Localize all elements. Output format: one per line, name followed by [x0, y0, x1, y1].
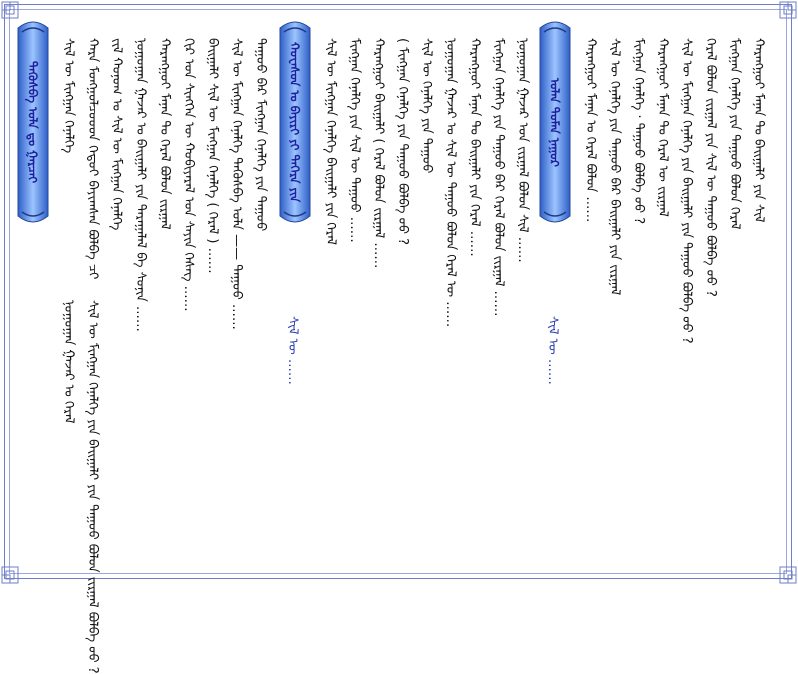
text-column: ᠰᠢᠯ ᠦ ᠭᠡᠨᠡᠯᠭᠡ ᠶᠢᠨ ᠳᠠᠭᠤᠤ: [419, 38, 434, 174]
text-column: ᠭᠡᠷᠡᠯ ᠪᠣᠯᠤᠨ ᠵᠢᠷᠭᠠᠯ ᠶᠢᠨ ᠰᠢᠯ ᠦ ᠳᠠᠭᠤᠤ ᠪᠣᠯᠪᠠ ᠤᠤ ?: [703, 38, 718, 297]
text-column: ᠬᠠᠷᠠᠩᠭᠤᠢ ᠮᠠᠨᠠᠨ ᠲᠤ ᠪᠠᠢᠭᠠᠯᠢ ᠶᠢᠨ ᠰᠢᠯ: [751, 38, 766, 223]
corner-ornament-top-right: [778, 0, 798, 20]
text-column: ᠳᠠᠭᠤᠤ ᠪᠠᠷ ᠮᠢᠩᠭᠠᠨ ᠭᠡᠨᠡᠯᠭᠡ ᠶᠢᠨ ᠳᠠᠭᠤᠤ: [253, 38, 268, 232]
text-column: ᠬᠠᠷᠠᠩᠭᠤᠢ ᠪᠠᠢᠭᠠᠯᠢ ( ᠭᠡᠷᠡᠯ ᠪᠣᠯᠤᠨ ᠵᠢᠷᠭᠠᠯ ……: [371, 38, 386, 269]
text-column: ᠰᠢᠯ ᠦ ᠮᠢᠩᠭᠠᠨ ᠭᠡᠨᠡᠯᠭᠡ ᠶᠢᠨ ᠪᠠᠢᠭᠠᠯᠢ ᠶᠢᠨ ᠳᠠᠭᠤᠤ ᠪᠣᠯᠪᠠ ᠤᠤ ?: [679, 38, 694, 344]
banner-heading-3: [536, 14, 574, 230]
banner-title: ᠲᠡᠭᠦᠰᠪᠡ ᠤᠯᠠ ᠳᠤ ᠭᠠᠷᠴᠠᠢ: [25, 60, 40, 184]
text-column: ᠬᠠᠷᠠᠩᠭᠤᠢ ᠮᠠᠨᠠᠨ ᠤ ᠭᠡᠷᠡᠯ ᠪᠣᠯᠤᠨ ……: [583, 38, 598, 223]
text-column: ᠰᠢᠯ ᠦ ᠮᠢᠩᠭᠠᠨ ᠭᠡᠨᠡᠯᠭᠡ ᠪᠠᠢᠭᠠᠯᠢ ᠶᠢᠨ ᠭᠡᠷᠡᠯ: [323, 38, 338, 245]
text-column: ᠵᠢᠯ ᠬᠣᠨᠤᠭ ᠤ ᠰᠢᠯ ᠦ ᠮᠢᠩᠭᠠᠨ ᠭᠡᠨᠡᠯᠭᠡ: [109, 38, 124, 231]
text-column: ( ᠮᠢᠩᠭᠠᠨ ᠭᠡᠨᠡᠯᠭᠡ ᠶᠢᠨ ᠳᠠᠭᠤᠤ ᠪᠣᠯᠪᠠ ᠤᠤ ?: [395, 38, 410, 245]
text-column: ᠬᠠᠷᠠᠩᠭᠤᠢ ᠮᠠᠨᠠᠨ ᠲᠤ ᠪᠠᠢᠭᠠᠯᠢ ᠶᠢᠨ ᠭᠡᠷᠡᠯ ……: [467, 38, 482, 257]
text-column: ᠬᠢᠷ ᠤᠨ ᠰᠢᠩᠬᠡᠨ ᠦ ᠬᠤᠪᠢᠶᠠᠷᠠᠯ ᠤᠨ ᠰᠠᠶᠢᠨ ᠬᠡᠰᠡᠭ ……: [181, 38, 196, 312]
text-column: ᠬᠠᠷᠠᠩᠭᠤᠢ ᠮᠠᠨᠠᠨ ᠲᠤ ᠭᠡᠷᠡᠯ ᠦ ᠵᠢᠷᠭᠠᠯ: [655, 38, 670, 217]
banner-heading-2: [276, 14, 314, 230]
text-column: ᠰᠢᠯ ᠦ ᠮᠢᠩᠭᠠᠨ ᠭᠡᠨᠡᠯᠭᠡ ᠶᠢᠨ ᠪᠠᠢᠭᠠᠯᠢ ᠶᠢᠨ ᠳᠠᠭᠤᠤ ᠪᠣᠯᠤᠨ ᠵᠢᠷᠭᠠᠯ ᠪᠣᠯᠪᠠ ᠤᠤ ?: [85, 300, 100, 674]
text-column: ᠨᠣᠭᠤᠭᠠᠨ ᠭᠠᠵᠠᠷ ᠤ ᠪᠠᠢᠭᠠᠯᠢ ᠶᠢᠨ ᠳᠠᠷᠠᠭᠠᠯᠠᠯ ᠪᠠ ᠰᠣᠨᠢᠨ ……: [133, 38, 148, 332]
text-column: ᠰᠢᠯ ᠦ ᠭᠡᠨᠡᠯᠭᠡ ᠶᠢᠨ ᠳᠠᠭᠤᠤ ᠪᠠᠷ ᠪᠠᠢᠭᠠᠯᠢ ᠶᠢᠨ ᠵᠢᠷᠭᠠᠯ: [607, 38, 622, 296]
text-column: ᠬᠠᠷᠠ ᠮᠣᠩᠭᠣᠯᠴᠤᠤᠳ ᠬᠡᠳᠦᠢ ᠪᠠᠶᠢᠭᠰᠠᠨ ᠪᠣᠯᠪᠠ ᠴᠢ: [85, 38, 100, 280]
text-column: ᠨᠣᠭᠤᠭᠠᠨ ᠭᠠᠵᠠᠷ ᠤ ᠭᠡᠷᠡᠯ: [61, 300, 76, 424]
banner-heading-1: [14, 14, 52, 230]
text-column: ᠰᠢᠯ ᠦ ᠮᠢᠩᠭᠠᠨ ᠭᠡᠨᠡᠯᠭᠡ ᠲᠡᠭᠦᠰᠪᠡ ᠤᠯᠠ —— ᠳᠠᠭᠤᠤ ……: [229, 38, 244, 330]
text-column: ᠮᠢᠩᠭᠠᠨ ᠭᠡᠨᠡᠯᠭᠡ · ᠳᠠᠭᠤᠤ ᠪᠣᠯᠪᠠ ᠤᠤ ?: [631, 38, 646, 225]
banner-title: ᠣᠯᠠᠨ ᠲᠤᠮᠡᠨ ᠨᠠᠭᠤᠷ: [547, 77, 562, 167]
text-column: ᠬᠠᠷᠠᠩᠭᠤᠢ ᠮᠠᠨᠠᠨ ᠲᠤ ᠭᠡᠷᠡᠯ ᠪᠣᠯᠤᠨ ᠵᠢᠷᠭᠠᠯ: [157, 38, 172, 230]
corner-ornament-bottom-right: [778, 565, 798, 585]
text-column: ᠮᠢᠩᠭᠠᠨ ᠭᠡᠨᠡᠯᠭᠡ ᠶᠢᠨ ᠳᠠᠭᠤᠤ ᠪᠠᠷ ᠭᠡᠷᠡᠯ ᠪᠣᠯᠤᠨ ᠵᠢᠷᠭᠠᠯ ……: [491, 38, 506, 317]
text-column: ᠪᠠᠢᠭᠠᠯᠢ ᠰᠢᠯ ᠦ ᠮᠢᠩᠭᠠᠨ ᠭᠡᠨᠡᠯᠭᠡ ( ᠭᠡᠷᠡᠯ ) ……: [205, 38, 220, 274]
text-column: ᠰᠢᠯ ᠦ ᠮᠢᠩᠭᠠᠨ ᠭᠡᠨᠡᠯᠭᠡ: [61, 38, 76, 154]
banner-title: ᠬᠤᠸᠠᠰᠤᠨ ᠤ ᠪᠠᠶᠢᠷᠢ ᠶᠢ ᠳᠡᠭᠡᠷᠡ ᠶᠢᠨ: [287, 41, 302, 203]
text-column: ᠮᠢᠩᠭᠠᠨ ᠭᠡᠨᠡᠯᠭᠡ ᠶᠢᠨ ᠳᠠᠭᠤᠤ ᠪᠣᠯᠤᠨ ᠭᠡᠷᠡᠯ: [727, 38, 742, 230]
text-column: ᠮᠢᠩᠭᠠᠨ ᠭᠡᠨᠡᠯᠭᠡ ᠶᠢᠨ ᠰᠢᠯ ᠦ ᠳᠠᠭᠤᠤ ……: [347, 38, 362, 243]
text-column: ᠨᠣᠭᠤᠭᠠᠨ ᠭᠠᠵᠠᠷ ᠤ ᠰᠢᠯ ᠦ ᠳᠠᠭᠤᠤ ᠪᠣᠯᠤᠨ ᠭᠡᠷᠡᠯ ᠦ ……: [443, 38, 458, 328]
section-label: ᠰᠢᠯ ᠦ ……: [545, 316, 560, 385]
text-column: ᠨᠣᠭᠤᠭᠠᠨ ᠭᠠᠵᠠᠷ ᠤᠨ ᠵᠢᠷᠭᠠᠯ ᠪᠣᠯᠤᠨ ᠰᠢᠯ ……: [515, 38, 530, 263]
corner-ornament-bottom-left: [0, 565, 20, 585]
section-label: ᠰᠢᠯ ᠦ ……: [285, 316, 300, 385]
